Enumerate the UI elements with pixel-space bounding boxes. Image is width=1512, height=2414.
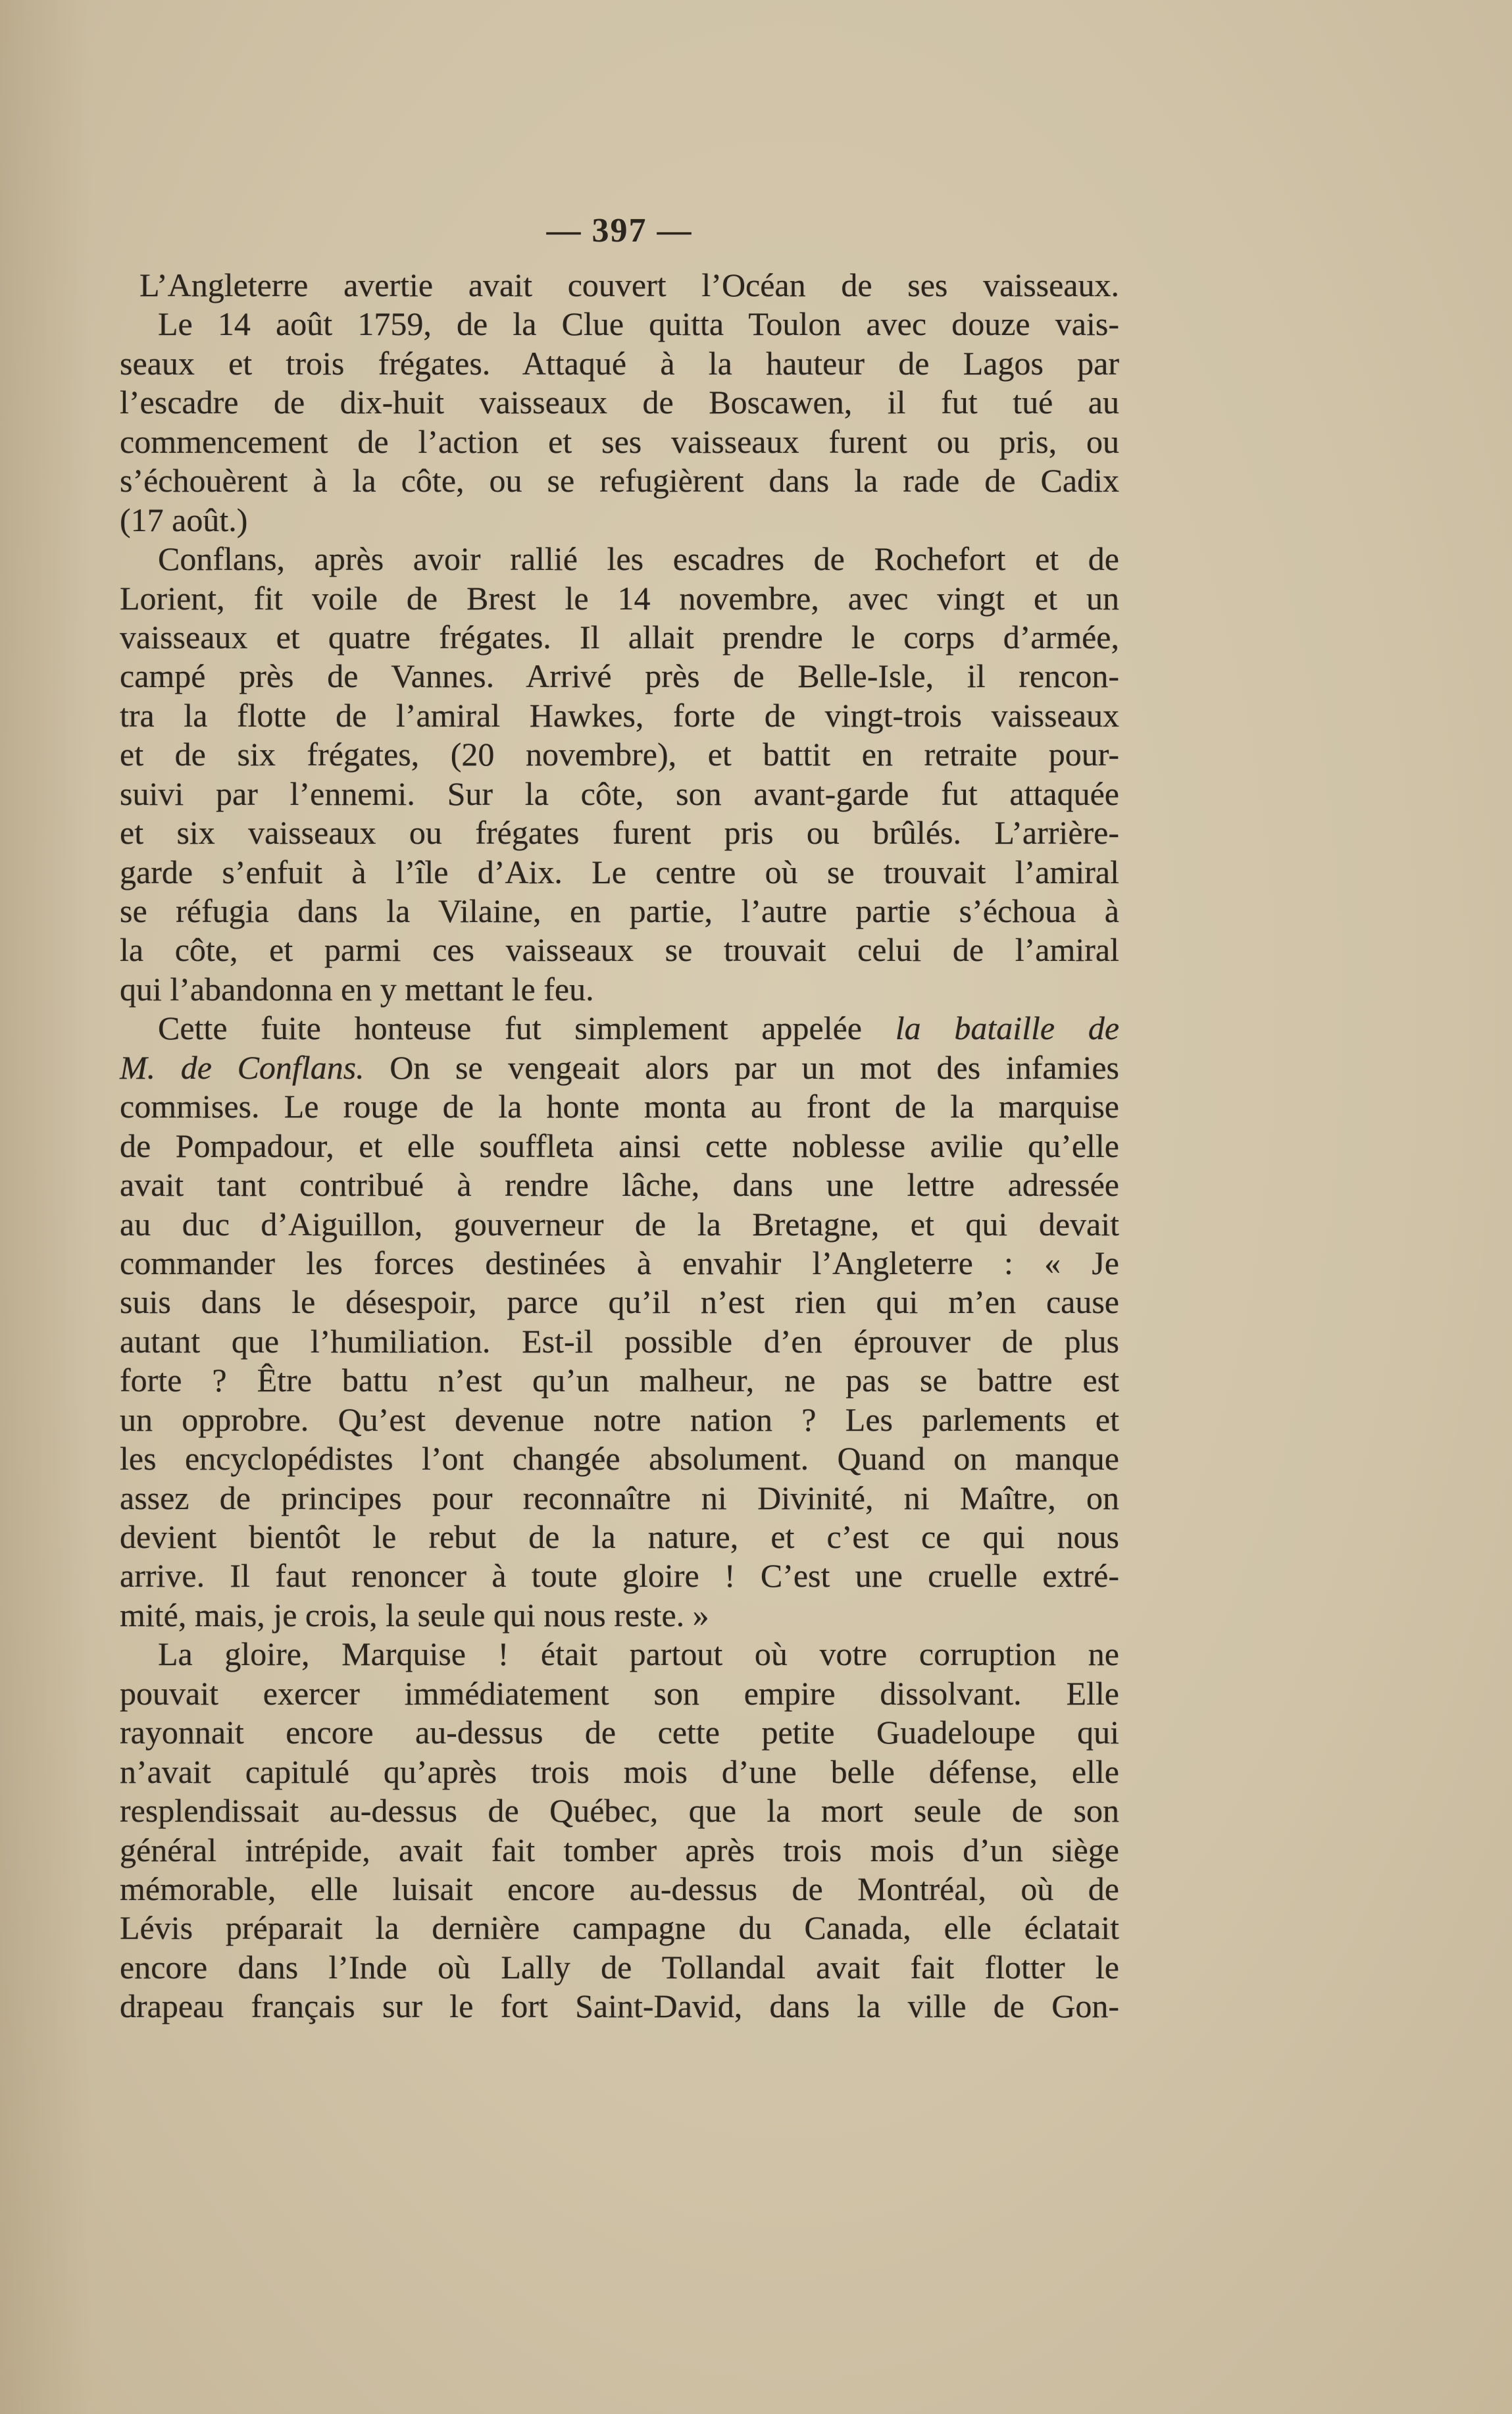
text-line: mité, mais, je crois, la seule qui nous reste. » xyxy=(120,1596,709,1633)
text-line: un opprobre. Qu’est devenue notre nation ? Les parlements et xyxy=(120,1400,1119,1438)
text-line: encore dans l’Inde où Lally de Tollandal avait fait flotter le xyxy=(120,1948,1119,1986)
text-block xyxy=(120,266,1119,2026)
text-line: se réfugia dans la Vilaine, en partie, l’autre partie s’échoua à xyxy=(120,892,1119,929)
text-line: autant que l’humiliation. Est-il possible d’en éprouver de plus xyxy=(120,1322,1119,1360)
text-line: assez de principes pour reconnaître ni Divinité, ni Maître, on xyxy=(120,1479,1119,1516)
text-line: garde s’enfuit à l’île d’Aix. Le centre où se trouvait l’amiral xyxy=(120,853,1119,890)
italic-text: M. de Conflans. xyxy=(120,1048,365,1086)
text-line: les encyclopédistes l’ont changée absolument. Quand on manque xyxy=(120,1440,1119,1477)
text-line: et de six frégates, (20 novembre), et battit en retraite pour- xyxy=(120,736,1119,773)
text-line: avait tant contribué à rendre lâche, dans une lettre adressée xyxy=(120,1166,1119,1204)
text-line: commander les forces destinées à envahir l’Angleterre : « Je xyxy=(120,1244,1119,1281)
text-line: général intrépide, avait fait tomber après trois mois d’un siège xyxy=(120,1831,1119,1868)
text-line: Le 14 août 1759, de la Clue quitta Toulon avec douze vais- xyxy=(158,305,1119,343)
text-line: Lévis préparait la dernière campagne du Canada, elle éclatait xyxy=(120,1909,1119,1947)
text-line: s’échouèrent à la côte, ou se refugièrent dans la rade de Cadix xyxy=(120,462,1119,500)
text-line: suivi par l’ennemi. Sur la côte, son avant-garde fut attaquée xyxy=(120,775,1119,812)
text-line: Conflans, après avoir rallié les escadres de Rochefort et de xyxy=(158,540,1119,578)
text-line: n’avait capitulé qu’après trois mois d’une belle défense, elle xyxy=(120,1753,1119,1790)
roman-text: On se vengeait alors par un mot des infamies xyxy=(390,1048,1119,1086)
text-line: (17 août.) xyxy=(120,501,248,538)
text-line: l’escadre de dix-huit vaisseaux de Boscawen, il fut tué au xyxy=(120,384,1119,421)
text-line xyxy=(120,1048,1119,1087)
text-line: suis dans le désespoir, parce qu’il n’est rien qui m’en cause xyxy=(120,1283,1119,1321)
roman-text: Cette fuite honteuse fut simplement appelée xyxy=(158,1010,862,1047)
text-line xyxy=(120,1009,1119,1048)
italic-text: la bataille de xyxy=(895,1010,1120,1047)
text-line: resplendissait au-dessus de Québec, que la mort seule de son xyxy=(120,1792,1119,1830)
text-line: au duc d’Aiguillon, gouverneur de la Bretagne, et qui devait xyxy=(120,1205,1119,1243)
text-line: vaisseaux et quatre frégates. Il allait prendre le corps d’armée, xyxy=(120,618,1119,655)
text-line: commises. Le rouge de la honte monta au front de la marquise xyxy=(120,1088,1119,1125)
text-line: L’Angleterre avertie avait couvert l’Océan de ses vaisseaux. xyxy=(139,267,1119,303)
text-line: rayonnait encore au-dessus de cette petite Guadeloupe qui xyxy=(120,1714,1119,1751)
text-line: seaux et trois frégates. Attaqué à la hauteur de Lagos par xyxy=(120,344,1119,382)
text-line: la côte, et parmi ces vaisseaux se trouvait celui de l’amiral xyxy=(120,931,1119,969)
text-line: qui l’abandonna en y mettant le feu. xyxy=(120,970,594,1008)
text-line: forte ? Être battu n’est qu’un malheur, ne pas se battre est xyxy=(120,1362,1119,1399)
text-line: et six vaisseaux ou frégates furent pris ou brûlés. L’arrière- xyxy=(120,814,1119,852)
text-line: La gloire, Marquise ! était partout où votre corruption ne xyxy=(158,1635,1119,1673)
text-line: mémorable, elle luisait encore au-dessus de Montréal, où de xyxy=(120,1870,1119,1907)
page-number: — 397 — xyxy=(546,212,693,249)
text-line: drapeau français sur le fort Saint-David, dans la ville de Gon- xyxy=(120,1988,1119,2025)
text-line: tra la flotte de l’amiral Hawkes, forte de vingt-trois vaisseaux xyxy=(120,696,1119,734)
text-line: campé près de Vannes. Arrivé près de Belle-Isle, il rencon- xyxy=(120,657,1119,695)
text-line: de Pompadour, et elle souffleta ainsi cette noblesse avilie qu’elle xyxy=(120,1127,1119,1164)
text-line: arrive. Il faut renoncer à toute gloire ! C’est une cruelle extré- xyxy=(120,1557,1119,1595)
text-line: commencement de l’action et ses vaisseaux furent ou pris, ou xyxy=(120,423,1119,460)
text-line: devient bientôt le rebut de la nature, et c’est ce qui nous xyxy=(120,1518,1119,1555)
text-line: Lorient, fit voile de Brest le 14 novembre, avec vingt et un xyxy=(120,579,1119,617)
text-line: pouvait exercer immédiatement son empire dissolvant. Elle xyxy=(120,1674,1119,1712)
